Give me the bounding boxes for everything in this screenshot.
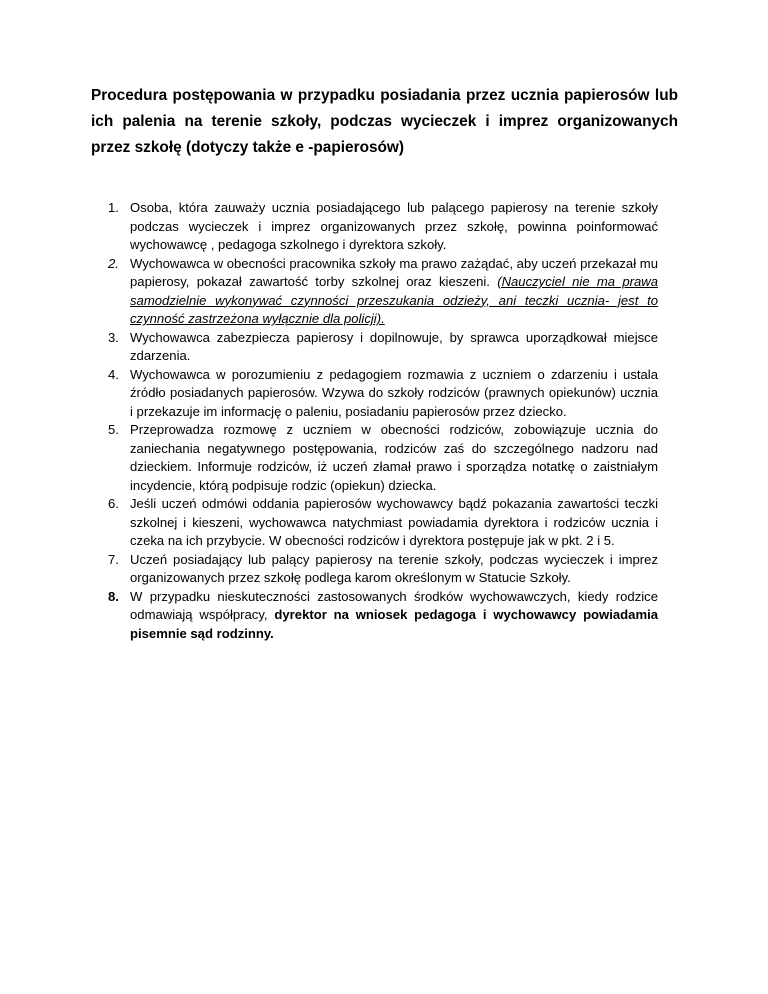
item-text: Wychowawca zabezpiecza papierosy i dopilnowuje, by sprawca uporządkował miejsce zdarzenia.	[130, 329, 658, 363]
item-number: 4.	[108, 366, 119, 382]
item-text: Osoba, która zauważy ucznia posiadającego lub palącego papierosy na terenie szkoły podczas wycieczek i imprez organizowanych przez szkołę, powinna poinformować wychowawcę , pedagoga szkolnego i dyrektora szkoły.	[130, 200, 658, 252]
item-number: 8.	[108, 588, 119, 604]
document-title: Procedura postępowania w przypadku posiadania przez ucznia papierosów lub ich palenia na terenie szkoły, podczas wycieczek i imprez organizowanych przez szkołę (dotyczy także e -papierosów)	[91, 87, 678, 156]
item-text: Jeśli uczeń odmówi oddania papierosów wychowawcy bądź pokazania zawartości teczki szkolnej i kieszeni, wychowawca natychmiast powiadamia dyrektora i rodziców ucznia i czeka na ich przybycie. W obecności rodziców i dyrektora postępuje jak w pkt. 2 i 5.	[130, 496, 658, 548]
procedure-item-5	[108, 421, 658, 495]
item-emphasis: dyrektor na wniosek pedagoga i wychowawcy powiadamia pisemnie sąd rodzinny.	[130, 607, 659, 641]
item-number: 1.	[108, 200, 119, 215]
item-text: Wychowawca w obecności pracownika szkoły ma prawo zażądać, aby uczeń przekazał mu papierosy, pokazał zawartość torby szkolnej oraz kieszeni.	[130, 255, 658, 289]
item-number: 5.	[108, 422, 119, 437]
item-number: 6.	[108, 496, 119, 511]
procedure-item-2	[108, 255, 658, 329]
procedure-list	[108, 199, 658, 643]
item-number: 7.	[108, 551, 119, 567]
item-text: W przypadku nieskuteczności zastosowanych środków wychowawczych, kiedy rodzice odmawiają współpracy,	[130, 588, 658, 622]
item-text: Wychowawca w porozumieniu z pedagogiem rozmawia z uczniem o zdarzeniu i ustala źródło posiadanych papierosów. Wzywa do szkoły rodziców (prawnych opiekunów) ucznia i przekazuje im informację o paleniu, posiadaniu papierosów przez dziecko.	[130, 366, 658, 419]
procedure-item-8	[108, 588, 658, 644]
item-number: 3.	[108, 329, 119, 345]
item-text: Uczeń posiadający lub palący papierosy na terenie szkoły, podczas wycieczek i imprez organizowanych przez szkołę podlega karom określonym w Statucie Szkoły.	[130, 551, 658, 585]
police-note: (Nauczyciel nie ma prawa samodzielnie wykonywać czynności przeszukania odzieży, ani teczki ucznia- jest to czynność zastrzeżona wyłącznie dla policji).	[130, 274, 658, 326]
procedure-item-4	[108, 366, 658, 422]
item-text: Przeprowadza rozmowę z uczniem w obecności rodziców, zobowiązuje ucznia do zaniechania negatywnego postępowania, rodziców zaś do szczególnego nadzoru nad dzieckiem. Informuje rodziców, iż uczeń złamał prawo i sporządza notatkę o zaistniałym incydencie, którą podpisuje rodzic (opiekun) dziecka.	[130, 422, 658, 493]
procedure-item-6	[108, 495, 658, 551]
procedure-item-3	[108, 329, 658, 366]
item-number: 2.	[108, 255, 119, 271]
procedure-item-1	[108, 199, 658, 255]
procedure-item-7	[108, 551, 658, 588]
